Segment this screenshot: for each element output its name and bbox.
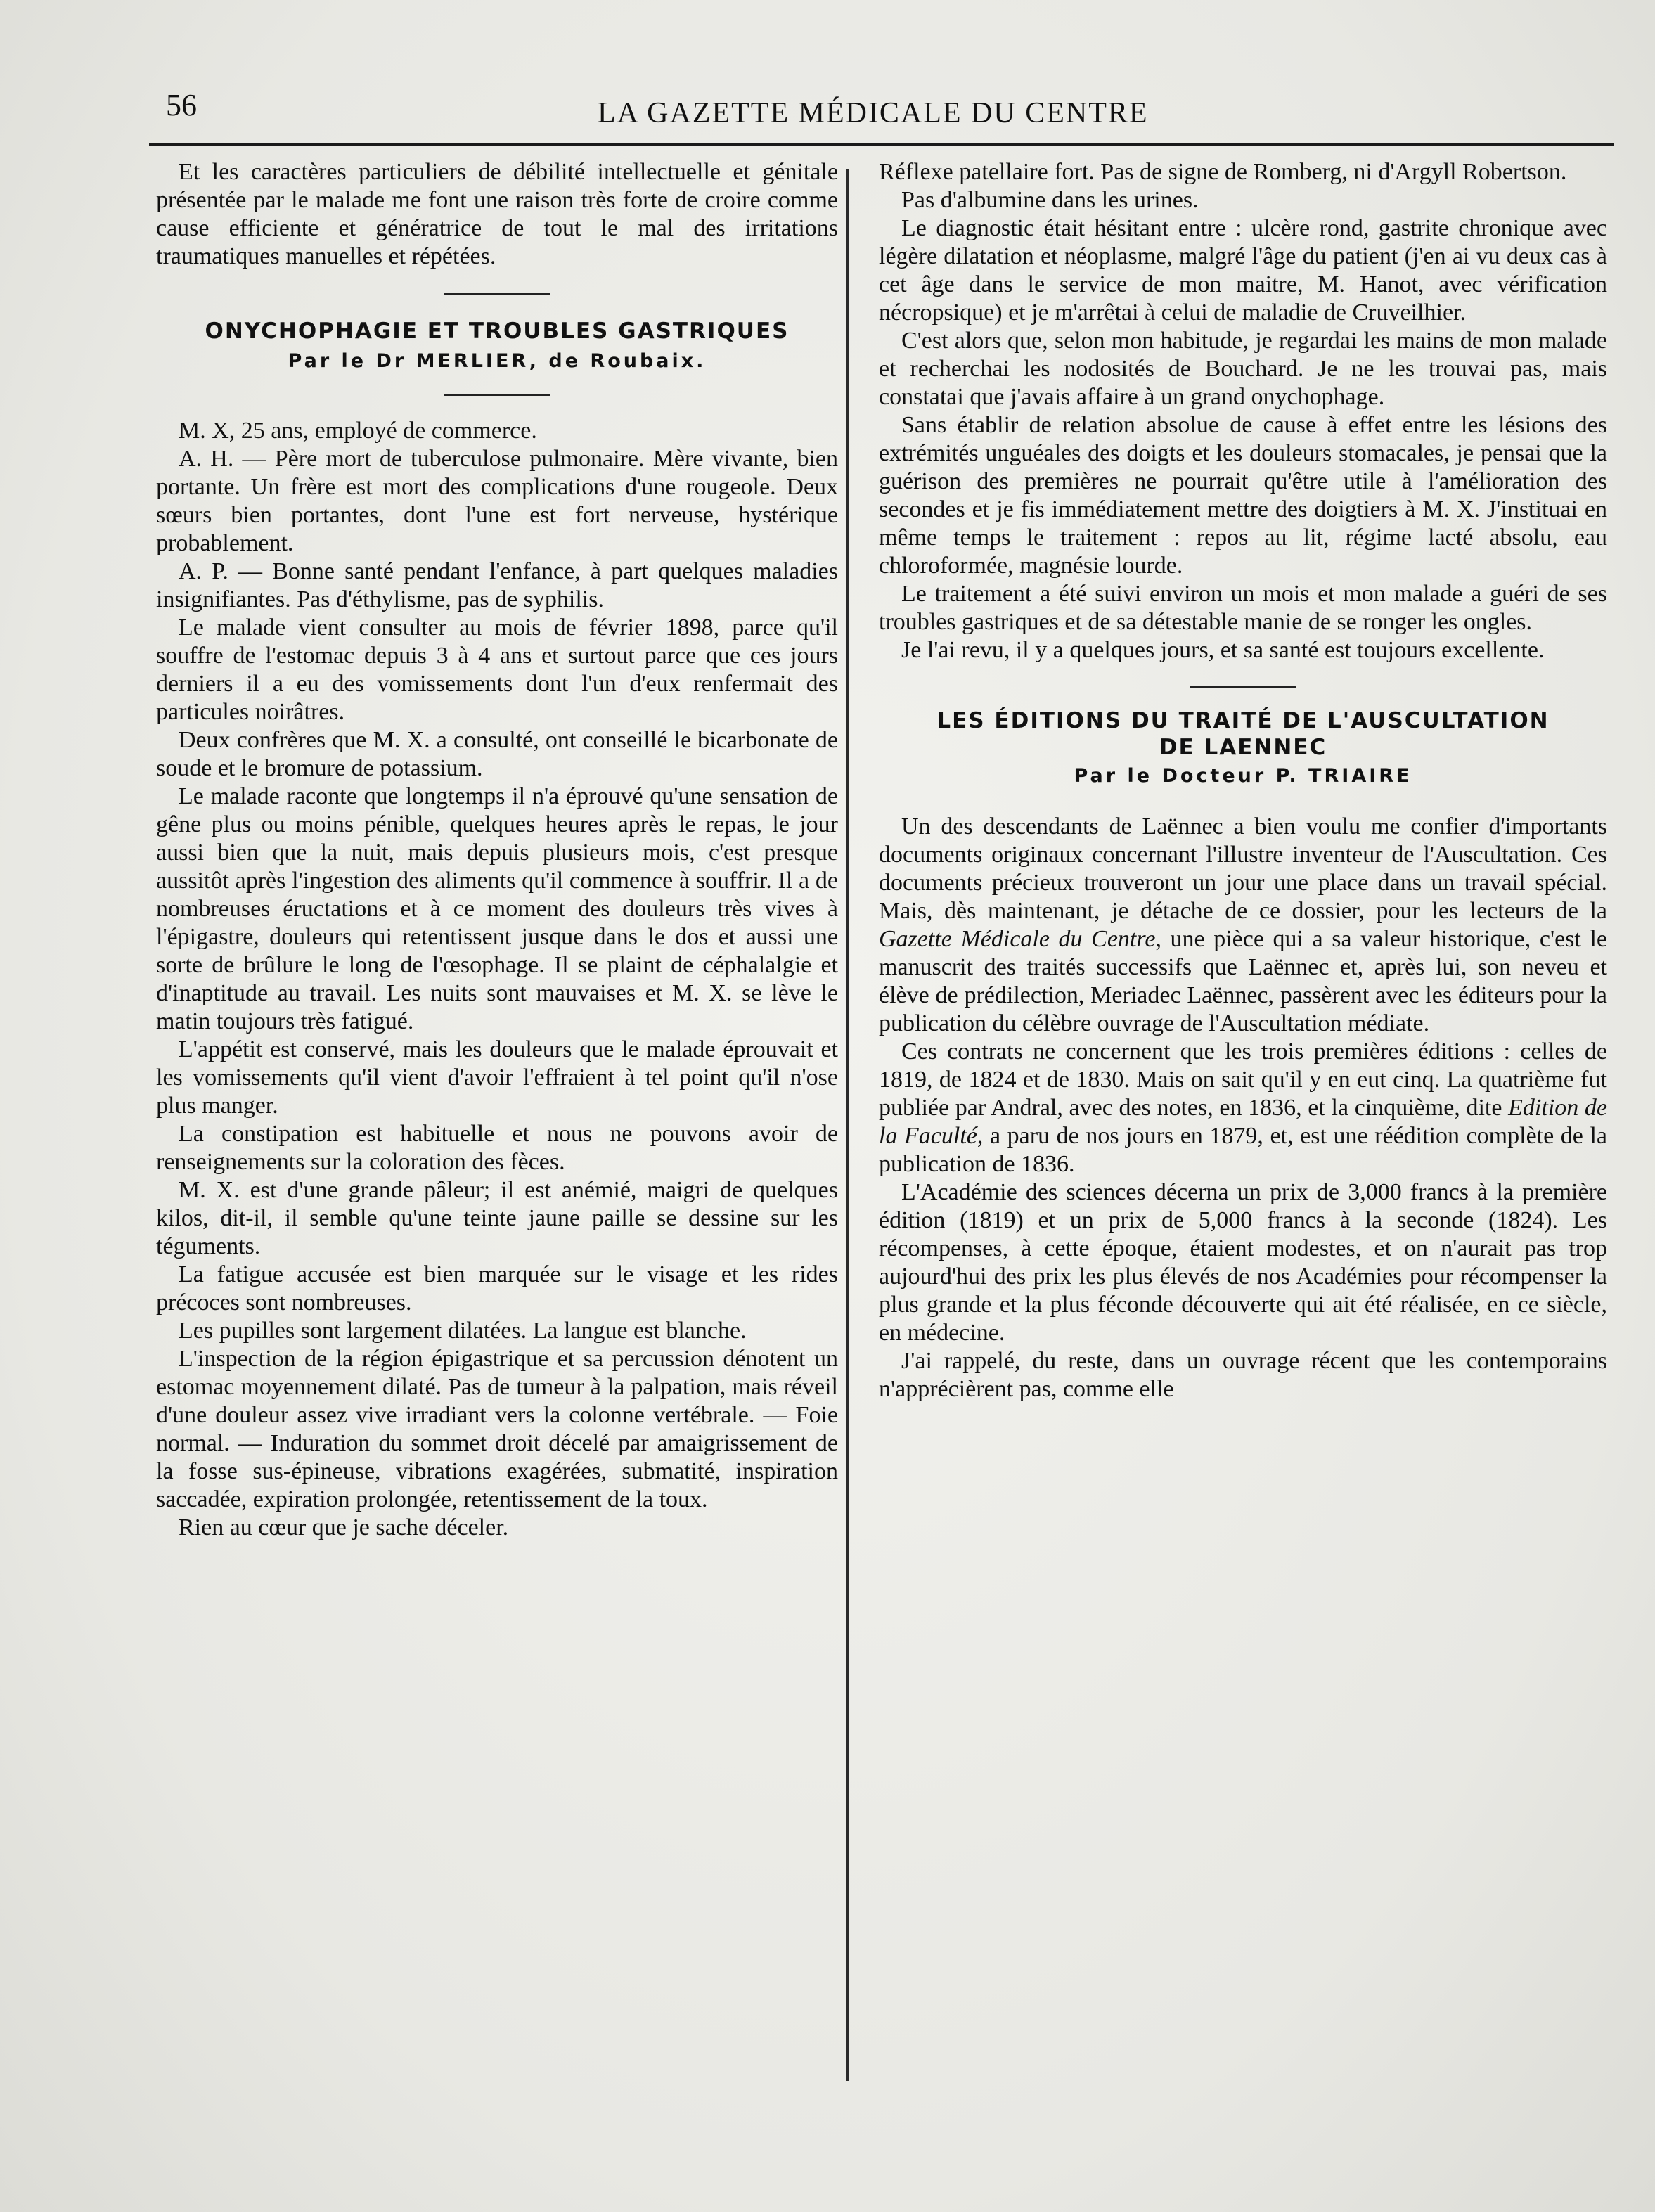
paragraph-text: Un des descendants de Laënnec a bien voulu me confier d'importants documents originaux concernant l'illustre inventeur de l'Auscultation. Ces documents précieux trouveront un jour une place dans un travail spécial. Mais, dès maintenant, je détache de ce dossier, pour les lecteurs de la (879, 814, 1607, 924)
section-separator (1190, 686, 1296, 688)
paragraph: A. H. — Père mort de tuberculose pulmonaire. Mère vivante, bien portante. Un frère est mort des complications d'une rougeole. Deux sœurs bien portantes, dont l'une est fort nerveuse, hystérique probablement. (156, 446, 838, 556)
paragraph-text: , a paru de nos jours en 1879, et, est une réédition complète de la publication de 1836. (879, 1123, 1607, 1177)
paragraph: La fatigue accusée est bien marquée sur le visage et les rides précoces sont nombreuses. (156, 1261, 838, 1316)
left-column (156, 158, 838, 1542)
header-rule (149, 143, 1614, 146)
paragraph: Le malade vient consulter au mois de février 1898, parce qu'il souffre de l'estomac depuis 3 à 4 ans et surtout parce que ces jours derniers il a eu des vomissements dont l'un d'eux renfermait des particules noirâtres. (156, 615, 838, 725)
paragraph: La constipation est habituelle et nous ne pouvons avoir de renseignements sur la coloration des fèces. (156, 1121, 838, 1175)
journal-name-italic: Gazette Médicale du Centre (879, 926, 1156, 952)
edition-name-italic: Edition de la Faculté (879, 1095, 1607, 1149)
section-separator (444, 293, 550, 295)
paragraph: Le malade raconte que longtemps il n'a éprouvé qu'une sensation de gêne plus ou moins pénible, quelques heures après le repas, le jour aussi bien que la nuit, mais depuis plusieurs mois, c'est presque aussitôt après l'ingestion des aliments qu'il commence à souffrir. Il a de nombreuses éructations et à ce moment des douleurs très vives à l'épigastre, douleurs qui retentissent jusque dans le dos et aussi une sorte de brûlure le long de l'œsophage. Il se plaint de céphalalgie et d'inaptitude au travail. Les nuits sont mauvaises et M. X. se lève le matin toujours très fatigué. (156, 783, 838, 1034)
paragraph: Le traitement a été suivi environ un mois et mon malade a guéri de ses troubles gastriques et de sa détestable manie de se ronger les ongles. (879, 581, 1607, 635)
paragraph (879, 813, 1607, 1038)
paragraph: Le diagnostic était hésitant entre : ulcère rond, gastrite chronique avec légère dilatation et néoplasme, malgré l'âge du patient (j'en ai vu deux cas à cet âge dans le service de mon maitre, M. Hanot, avec vérification nécropsique) et je m'arrêtai à celui de maladie de Cruveilhier. (879, 215, 1607, 326)
paragraph: M. X, 25 ans, employé de commerce. (179, 418, 537, 444)
paragraph: L'inspection de la région épigastrique et sa percussion dénotent un estomac moyennement dilaté. Pas de tumeur à la palpation, mais réveil d'une douleur assez vive irradiant vers la colonne vertébrale. — Foie normal. — Induration du sommet droit décelé par amaigrissement de la fosse sus-épineuse, vibrations exagérées, submatité, inspiration saccadée, expiration prolongée, retentissement de la toux. (156, 1346, 838, 1512)
page-number: 56 (166, 88, 197, 122)
journal-title: LA GAZETTE MÉDICALE DU CENTRE (598, 97, 1149, 129)
paragraph: Sans établir de relation absolue de cause à effet entre les lésions des extrémités unguéales des doigts et les douleurs stomacales, je pensai que la guérison des premières ne pourrait qu'être utile à l'amélioration des secondes et je fis immédiatement mettre des doigtiers à M. X. J'instituai en même temps le traitement : repos au lit, régime lacté absolu, eau chloroformée, magnésie lourde. (879, 412, 1607, 579)
paragraph: Les pupilles sont largement dilatées. La langue est blanche. (179, 1318, 747, 1344)
paragraph-text: , une pièce qui a sa valeur historique, c'est le manuscrit des traités successifs que Laënnec et, après lui, son neveu et élève de prédilection, Meriadec Laënnec, passèrent avec les éditeurs pour la publication du célèbre ouvrage de l'Auscultation médiate. (879, 926, 1607, 1036)
paragraph: Réflexe patellaire fort. Pas de signe de Romberg, ni d'Argyll Robertson. (879, 159, 1567, 185)
paragraph: Je l'ai revu, il y a quelques jours, et sa santé est toujours excellente. (901, 637, 1545, 663)
article-title-line: DE LAENNEC (1159, 735, 1327, 760)
intro-paragraph: Et les caractères particuliers de débilité intellectuelle et génitale présentée par le malade me font une raison très forte de croire comme cause efficiente et génératrice de tout le mal des irritations traumatiques manuelles et répétées. (156, 159, 838, 269)
paragraph-text: Ces contrats ne concernent que les trois premières éditions : celles de 1819, de 1824 et de 1830. Mais on sait qu'il y en eut cinq. La quatrième fut publiée par Andral, avec des notes, en 1836, et la cinquième, dite (879, 1039, 1607, 1121)
article-title-line: LES ÉDITIONS DU TRAITÉ DE L'AUSCULTATION (936, 708, 1550, 733)
paragraph: C'est alors que, selon mon habitude, je regardai les mains de mon malade et recherchai les nodosités de Bouchard. Je ne les trouvai pas, mais constatai que j'avais affaire à un grand onychophage. (879, 328, 1607, 410)
paragraph: L'appétit est conservé, mais les douleurs que le malade éprouvait et les vomissements qu'il vient d'avoir l'effraient à tel point qu'il n'ose plus manger. (156, 1036, 838, 1119)
byline-separator (444, 394, 550, 396)
article-title-editions (879, 707, 1607, 761)
right-column (879, 158, 1607, 1403)
paragraph: A. P. — Bonne santé pendant l'enfance, à part quelques maladies insignifiantes. Pas d'éthylisme, pas de syphilis. (156, 558, 838, 612)
paragraph: J'ai rappelé, du reste, dans un ouvrage récent que les contemporains n'apprécièrent pas, comme elle (879, 1348, 1607, 1402)
paragraph: L'Académie des sciences décerna un prix de 3,000 francs à la première édition (1819) et un prix de 5,000 francs à la seconde (1824). Les récompenses, à cette époque, étaient modestes, et on n'aurait pas trop aujourd'hui des prix les plus élevés de nos Académies pour récompenser la plus grande et la plus féconde découverte qui ait été réalisée, en ce siècle, en médecine. (879, 1179, 1607, 1346)
paragraph (879, 1038, 1607, 1178)
byline-merlier: Par le Dr MERLIER, de Roubaix. (288, 350, 707, 372)
paragraph: Deux confrères que M. X. a consulté, ont conseillé le bicarbonate de soude et le bromure de potassium. (156, 727, 838, 781)
byline-triaire: Par le Docteur P. TRIAIRE (1074, 765, 1412, 787)
paragraph: Pas d'albumine dans les urines. (901, 187, 1199, 213)
article-title-onychophagie: ONYCHOPHAGIE ET TROUBLES GASTRIQUES (205, 319, 790, 344)
paragraph: M. X. est d'une grande pâleur; il est anémié, maigri de quelques kilos, dit-il, il semble qu'une teinte jaune paille se dessine sur les téguments. (156, 1177, 838, 1259)
paragraph: Rien au cœur que je sache déceler. (179, 1515, 509, 1541)
column-divider (846, 169, 849, 2081)
